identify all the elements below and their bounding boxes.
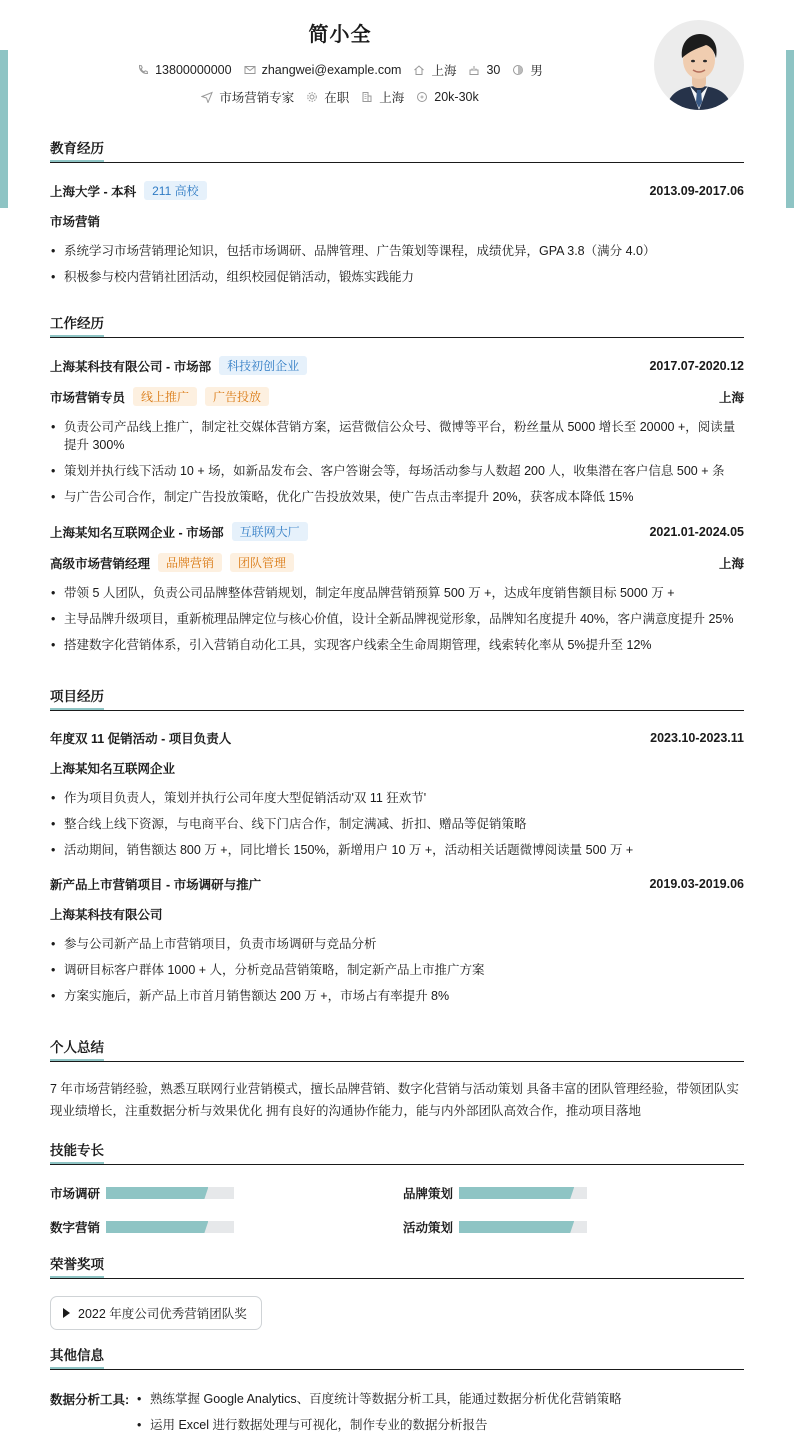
email-info xyxy=(244,61,402,79)
job-bullets xyxy=(50,584,744,654)
company-name: 上海某知名互联网企业 - 市场部 xyxy=(50,525,224,540)
awards-header xyxy=(50,1256,744,1279)
work-header xyxy=(50,315,744,338)
job-period: 2021.01-2024.05 xyxy=(649,524,744,539)
work-city-info xyxy=(361,88,404,106)
employment-status: 在职 xyxy=(324,91,350,105)
list-item: • 作为项目负责人，策划并执行公司年度大型促销活动'双 11 狂欢节' xyxy=(50,789,744,807)
role-row xyxy=(50,553,744,572)
section-title: 其他信息 xyxy=(50,1348,104,1363)
job-title-info xyxy=(201,88,294,106)
list-item: • 整合线上线下资源，与电商平台、线下门店合作，制定满减、折扣、赠品等促销策略 xyxy=(50,815,744,833)
list-item: • 积极参与校内营销社团活动，组织校园促销活动，锻炼实践能力 xyxy=(50,268,744,286)
projects-header xyxy=(50,688,744,711)
list-item: • 带领 5 人团队，负责公司品牌整体营销规划，制定年度品牌营销预算 500 万 +，达成年度销售额目标 5000 万 + xyxy=(50,584,744,602)
list-item: • 与广告公司合作，制定广告投放策略，优化广告投放效果，使广告点击率提升 20%，获客成本降低 15% xyxy=(50,488,744,506)
project-name: 新产品上市营销项目 - 市场调研与推广 xyxy=(50,878,262,892)
project-bullets xyxy=(50,935,744,1005)
skill-item xyxy=(403,1184,587,1202)
list-item: • 方案实施后，新产品上市首月销售额达 200 万 +，市场占有率提升 8% xyxy=(50,987,744,1005)
project-row xyxy=(50,729,744,747)
skill-bar xyxy=(459,1221,587,1233)
job-city: 上海 xyxy=(718,390,744,405)
role-name: 市场营销专员 xyxy=(50,390,126,405)
section-title: 项目经历 xyxy=(50,689,104,704)
avatar-portrait xyxy=(654,20,744,110)
age-info xyxy=(468,61,500,79)
skill-bar xyxy=(106,1221,234,1233)
project-name: 年度双 11 促销活动 - 项目负责人 xyxy=(50,732,232,746)
summary-section xyxy=(50,1039,744,1122)
job-title: 市场营销专家 xyxy=(219,91,295,105)
send-icon xyxy=(201,91,213,103)
list-item: • 系统学习市场营销理论知识，包括市场调研、品牌管理、广告策划等课程，成绩优异，GPA 3.8（满分 4.0） xyxy=(50,242,744,260)
job-city: 上海 xyxy=(718,556,744,571)
section-title: 个人总结 xyxy=(50,1040,104,1055)
status-info xyxy=(306,88,349,106)
education-section xyxy=(50,140,744,294)
avatar xyxy=(654,20,744,110)
building-icon xyxy=(361,91,373,103)
gender-text: 男 xyxy=(530,64,543,78)
list-item: • 策划并执行线下活动 10 + 场，如新品发布会、客户答谢会等，每场活动参与人数超 200 人，收集潜在客户信息 500 + 条 xyxy=(50,462,744,480)
list-item: • 参与公司新产品上市营销项目，负责市场调研与竞品分析 xyxy=(50,935,744,953)
skill-name: 数字营销 xyxy=(50,1221,101,1235)
job-period: 2017.07-2020.12 xyxy=(649,358,744,373)
company-name: 上海某科技有限公司 - 市场部 xyxy=(50,359,212,374)
other-header xyxy=(50,1347,744,1370)
education-bullets xyxy=(50,242,744,286)
play-triangle-icon xyxy=(63,1308,70,1318)
award-item[interactable] xyxy=(50,1296,262,1330)
major: 市场营销 xyxy=(50,215,101,229)
skill-bar-fill xyxy=(106,1187,208,1199)
skill-name: 品牌策划 xyxy=(403,1187,454,1201)
age-text: 30 xyxy=(486,63,501,77)
project-org: 上海某科技有限公司 xyxy=(50,908,163,922)
list-item: • 运用 Excel 进行数据处理与可视化，制作专业的数据分析报告 xyxy=(136,1416,744,1434)
role-name: 高级市场营销经理 xyxy=(50,556,151,571)
list-item: • 熟练掌握 Google Analytics、百度统计等数据分析工具，能通过数据分析优化营销策略 xyxy=(136,1390,744,1408)
coin-icon xyxy=(416,91,428,103)
right-accent-bar xyxy=(786,50,794,208)
candidate-name: 简小全 xyxy=(308,24,372,46)
skill-bar xyxy=(459,1187,587,1199)
gender-info xyxy=(512,61,543,79)
other-label: 数据分析工具: xyxy=(50,1393,130,1407)
education-row xyxy=(50,181,744,200)
role-tag: 广告投放 xyxy=(205,387,269,406)
skill-item xyxy=(403,1218,587,1236)
email-address: zhangwei@example.com xyxy=(261,63,402,77)
salary-info xyxy=(416,88,478,106)
other-section xyxy=(50,1347,744,1447)
role-row xyxy=(50,387,744,406)
project-row xyxy=(50,875,744,893)
list-item: • 搭建数字化营销体系，引入营销自动化工具，实现客户线索全生命周期管理，线索转化率从 5%提升至 12% xyxy=(50,636,744,654)
list-item: • 负责公司产品线上推广，制定社交媒体营销方案，运营微信公众号、微博等平台，粉丝量从 5000 增长至 20000 +，阅读量提升 300% xyxy=(50,418,744,454)
skill-item xyxy=(50,1218,234,1236)
section-title: 荣誉奖项 xyxy=(50,1257,104,1272)
skill-name: 活动策划 xyxy=(403,1221,454,1235)
section-title: 工作经历 xyxy=(50,316,104,331)
skill-item xyxy=(50,1184,234,1202)
job-row xyxy=(50,522,744,541)
summary-header xyxy=(50,1039,744,1062)
award-name: 2022 年度公司优秀营销团队奖 xyxy=(78,1307,247,1321)
phone-icon xyxy=(137,64,149,76)
skill-bar xyxy=(106,1187,234,1199)
location-info xyxy=(413,61,456,79)
education-header xyxy=(50,140,744,163)
section-title: 教育经历 xyxy=(50,141,104,156)
home-icon xyxy=(413,64,425,76)
section-title: 技能专长 xyxy=(50,1143,104,1158)
project-org: 上海某知名互联网企业 xyxy=(50,762,176,776)
work-section xyxy=(50,315,744,662)
skill-name: 市场调研 xyxy=(50,1187,101,1201)
work-city: 上海 xyxy=(379,91,405,105)
projects-section xyxy=(50,688,744,1013)
list-item: • 调研目标客户群体 1000 + 人，分析竞品营销策略，制定新产品上市推广方案 xyxy=(50,961,744,979)
contact-row xyxy=(0,61,680,79)
list-item: • 活动期间，销售额达 800 万 +，同比增长 150%，新增用户 10 万 +，活动相关话题微博阅读量 500 万 + xyxy=(50,841,744,859)
salary-range: 20k-30k xyxy=(434,90,479,104)
project-bullets xyxy=(50,789,744,859)
role-tag: 线上推广 xyxy=(133,387,197,406)
project-period: 2019.03-2019.06 xyxy=(649,877,744,891)
awards-section xyxy=(50,1256,744,1336)
education-period: 2013.09-2017.06 xyxy=(649,183,744,198)
location-text: 上海 xyxy=(431,64,457,78)
gear-icon xyxy=(306,91,318,103)
job-row xyxy=(50,356,744,375)
skills-header xyxy=(50,1142,744,1165)
skill-bar-fill xyxy=(106,1221,208,1233)
gender-icon xyxy=(512,64,524,76)
project-period: 2023.10-2023.11 xyxy=(650,731,744,745)
other-bullets xyxy=(136,1390,744,1442)
skill-bar-fill xyxy=(459,1187,574,1199)
role-tag: 品牌营销 xyxy=(158,553,222,572)
mail-icon xyxy=(244,64,256,76)
school-name: 上海大学 - 本科 xyxy=(50,184,137,199)
summary-text: 7 年市场营销经验，熟悉互联网行业营销模式，擅长品牌营销、数字化营销与活动策划 具备丰富的团队管理经验，带领团队实现业绩增长，注重数据分析与效果优化 拥有良好的沟通协作能力，能与内外部团队高效合作，推动项目落地 xyxy=(50,1082,739,1118)
company-tag: 科技初创企业 xyxy=(219,356,307,375)
company-tag: 互联网大厂 xyxy=(232,522,308,541)
cake-icon xyxy=(468,64,480,76)
role-tag: 团队管理 xyxy=(230,553,294,572)
job-info-row xyxy=(0,88,680,106)
job-bullets xyxy=(50,418,744,506)
skills-section xyxy=(50,1142,744,1242)
skill-bar-fill xyxy=(459,1221,574,1233)
list-item: • 主导品牌升级项目，重新梳理品牌定位与核心价值，设计全新品牌视觉形象，品牌知名度提升 40%，客户满意度提升 25% xyxy=(50,610,744,628)
phone-number: 13800000000 xyxy=(155,63,232,77)
school-tag: 211 高校 xyxy=(144,181,206,200)
phone-info xyxy=(137,61,231,79)
